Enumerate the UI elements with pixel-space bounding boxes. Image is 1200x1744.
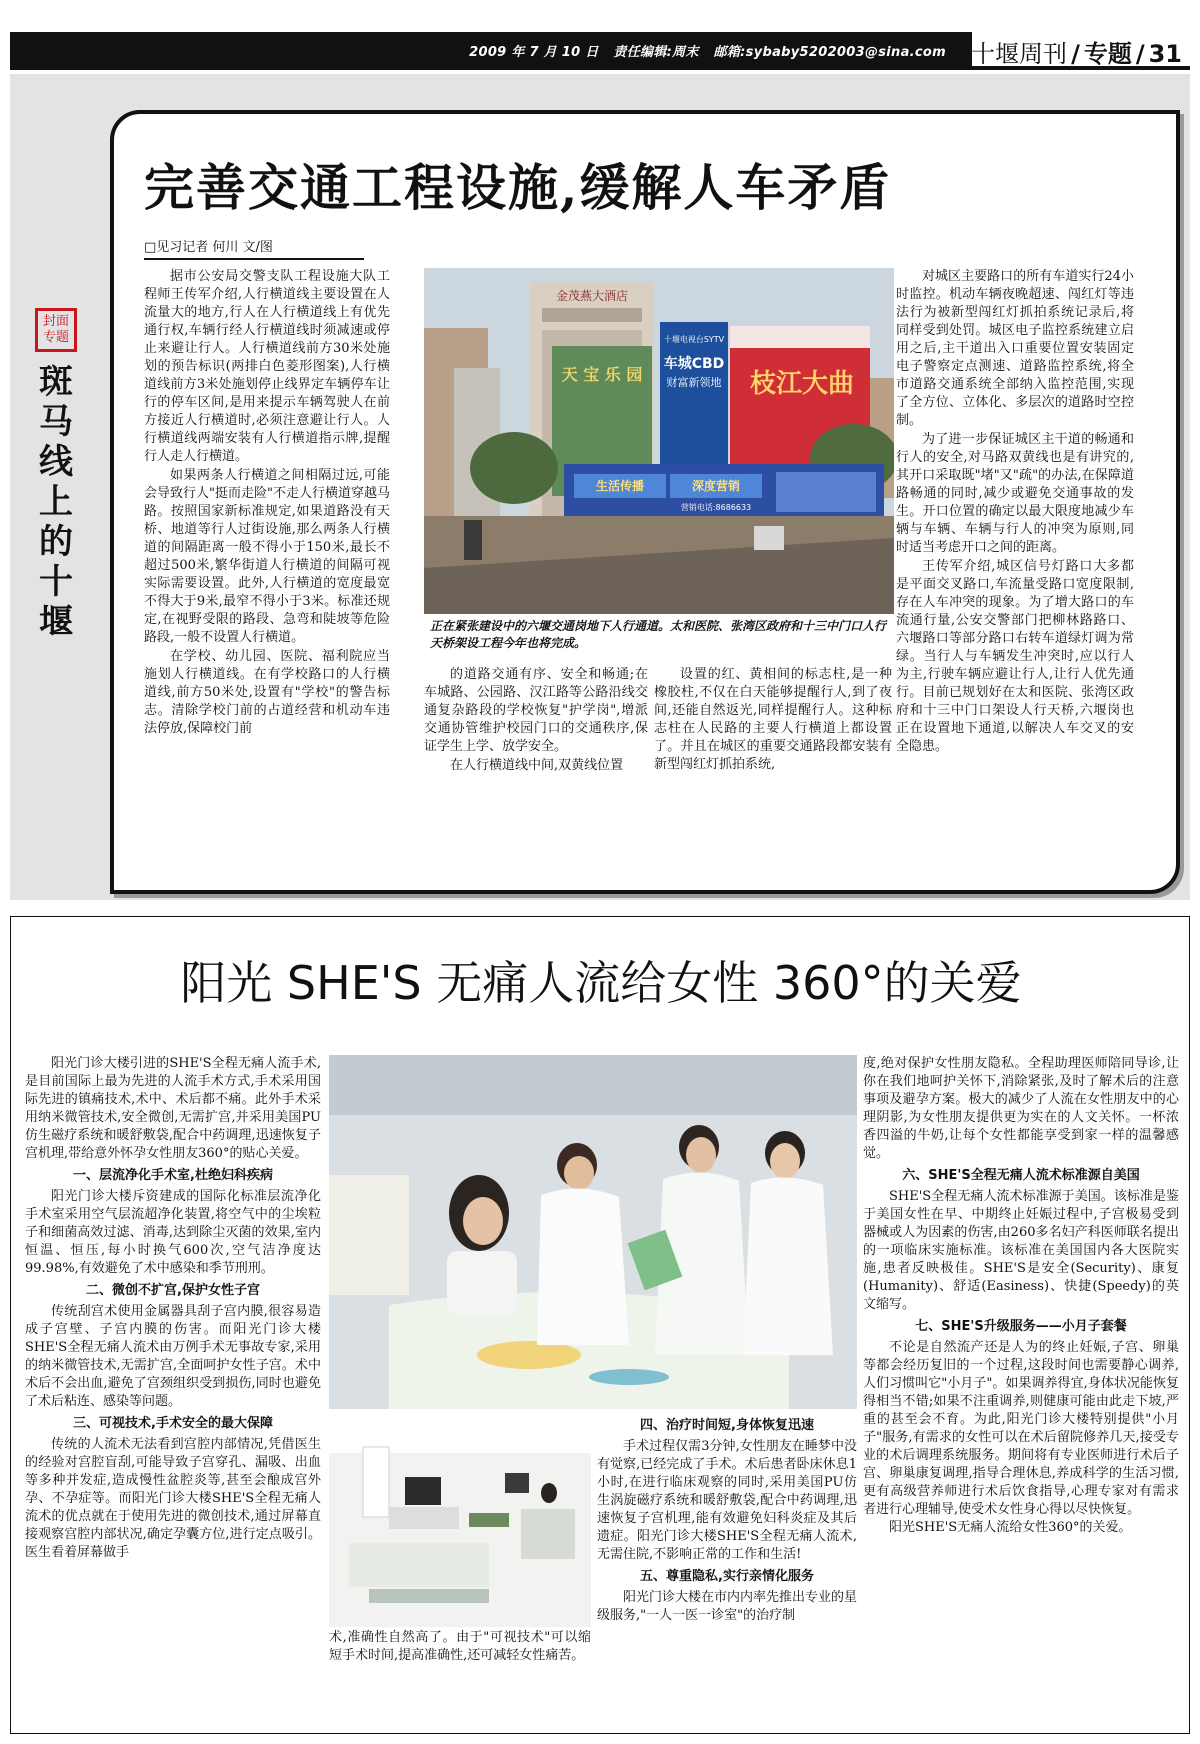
street-photo [424,268,894,614]
article-paragraph: 的道路交通有序、安全和畅通;在车城路、公园路、汉江路等公路沿线交通复杂路段的学校恢复"护学岗",增派交通协管维护校园门口的交通秩序,保证学生上学、放学安全。 [424,667,648,754]
column-title-char: 线 [39,442,73,482]
ad-subheading: 六、SHE'S全程无痛人流术标准源自美国 [902,1168,1140,1183]
header-editor: 责任编辑:周末 [613,45,699,60]
section-tag-box [35,308,77,352]
clinic-ward-photo [329,1055,857,1409]
column-title [31,362,81,642]
hoarding-text-2: 深度营销 [691,479,741,493]
column-title-char: 十 [39,562,73,602]
article-frame [110,110,1180,894]
ad-paragraph: 阳光门诊大楼引进的SHE'S全程无痛人流手术,是目前国际上最为先进的人流手术方式,手术采用国际先进的镇痛技术,术中、术后都不痛。此外手术采用纳米微管技术,安全微创,无需扩宫,并采用美国PU仿生磁疗系统和暖舒敷袋,配合中药调理,迅速恢复子宫机理,带给意外怀孕女性朋友360°的贴心关爱。 [25,1056,321,1161]
header-info [459,41,946,60]
header-email: 邮箱:sybaby5202003@sina.com [713,45,946,60]
ad-paragraph: 术,准确性自然高了。由于"可视技术"可以缩短手术时间,提高准确性,还可减轻女性痛苦。 [329,1630,591,1663]
clinic-room-photo [329,1413,591,1627]
article-paragraph: 据市公安局交警支队工程设施大队工程师王传军介绍,人行横道线主要设置在人流量大的地方,行人在人行横道线上有优先通行权,车辆行经人行横道线时须减速或停止来避让行人。人行横道线前方30米处施划的预告标识(两排白色菱形图案),人行横道线前方3米处施划停止线界定车辆停车让行的停车区间,是用来提示车辆驾驶人在前方接近人行横道时,必须注意避让行人。人行横道线两端安装有人行横道指示牌,提醒行人走人行横道。 [144,269,390,464]
ad-paragraph: 阳光SHE'S无痛人流给女性360°的关爱。 [889,1520,1132,1535]
ad-subheading: 三、可视技术,手术安全的最大保障 [73,1416,273,1431]
ad-paragraph: SHE'S全程无痛人流术标准源于美国。该标准是鉴于美国女性在早、中期终止妊娠过程中,子宫极易受到器械或人为因素的伤害,由260多名妇产科医师联名提出的一项临床实施标准。该标准在美国国内各大医院实施,患者反映极佳。SHE'S是安全(Security)、康复(Humanity)、舒适(Easiness)、快捷(Speedy)的英文缩写。 [863,1189,1179,1312]
article-column-3 [654,666,892,774]
article-paragraph: 对城区主要路口的所有车道实行24小时监控。机动车辆夜晚超速、闯红灯等违法行为被新型闯红灯抓拍系统记录后,将同样受到处罚。城区电子监控系统建立启用之后,主干道出入口重要位置安装固定电子警察定点测速、道路监控系统,将全市道路交通系统全部纳入监控范围,实现了全方位、立体化、多层次的道路时空控制。 [896,269,1134,428]
paper-name: 十堰周刊 [971,40,1068,68]
ad-paragraph: 不论是自然流产还是人为的终止妊娠,子宫、卵巢等都会经历复旧的一个过程,这段时间也需要静心调养,人们习惯叫它"小月子"。如果调养得宜,身体状况能恢复得相当不错;如果不注重调养,则健康可能由此走下坡,严重的甚至会不育。为此,阳光门诊大楼特别提供"小月子"服务,有需求的女性可以在术后留院修养几天,接受专业的术后调理系统服务。期间将有专业医师进行术后子宫、卵巢康复调理,指导合理休息,养成科学的生活习惯,更有高级营养师进行术后饮食指导,心理专家对有需求者进行心理辅导,使受术女性身心得以尽快恢复。 [863,1340,1179,1517]
ad-column-2 [329,1629,591,1665]
column-title-char: 堰 [39,602,73,642]
page-header [10,32,1190,70]
clinic-ward-graphic [329,1055,857,1409]
ad-paragraph: 阳光门诊大楼斥资建成的国际化标准层流净化手术室采用空气层流超净化装置,将空气中的尘埃粒子和细菌高效过滤、消毒,达到除尘灭菌的效果,室内恒温、恒压,每小时换气600次,空气洁净度达99.98%,有效避免了术中感染和季节刑刑。 [25,1189,321,1276]
ad-paragraph: 手术过程仅需3分钟,女性朋友在睡梦中没有觉察,已经完成了手术。术后患者卧床休息1小时,在进行临床观察的同时,采用美国PU仿生涡旋磁疗系统和暖舒敷袋,配合中药调理,迅速恢复子宫机理,能有效避免妇科炎症及其后遗症。阳光门诊大楼SHE'S全程无痛人流术,无需住院,不影响正常的工作和生活! [597,1439,857,1562]
column-title-char: 斑 [39,362,73,402]
article-byline: □见习记者 何川 文/图 [144,236,364,260]
page-number: 31 [1148,40,1182,68]
section-tag [31,308,81,642]
cbd-line-2: 财富新领地 [666,376,722,389]
advertorial-section [10,916,1190,1734]
tag-line-2: 专题 [42,330,69,345]
ad-subheading: 五、尊重隐私,实行亲情化服务 [640,1569,814,1584]
advertorial-headline: 阳光 SHE'S 无痛人流给女性 360°的关爱 [180,956,1022,1010]
article-paragraph: 为了进一步保证城区主干道的畅通和行人的安全,对马路双黄线也是有讲究的,其开口采取既"堵"又"疏"的办法,在保障道路畅通的同时,减少或避免交通事故的发生。开口位置的确定以最大限度地减少车辆与车辆、车辆与行人的冲突为原则,同时适当考虑开口之间的距离。 [896,432,1134,555]
ad-subheading: 一、层流净化手术室,杜绝妇科疾病 [73,1168,273,1183]
article-paragraph: 如果两条人行横道之间相隔过远,可能会导致行人"挺而走险"不走人行横道穿越马路。按照国家新标准规定,如果道路没有天桥、地道等行人过街设施,那么两条人行横道的间隔距离一般不得小于150米,最长不超过500米,繁华街道人行横道的间隔可视实际需要设置。此外,人行横道的宽度最宽不得大于9米,最窄不得小于3米。标准还规定,在视野受限的路段、急弯和陡坡等危险路段,一般不设置人行横道。 [144,468,390,645]
article-headline: 完善交通工程设施,缓解人车矛盾 [144,158,892,217]
masthead: 十堰周刊 / 专题 / 31 [971,40,1182,68]
ad-paragraph: 阳光门诊大楼在市内内率先推出专业的星级服务,"一人一医一诊室"的治疗制 [597,1590,858,1623]
article-column-2 [424,666,648,775]
article-column-1 [144,268,390,738]
liquor-banner: 枝江大曲 [749,369,855,399]
ad-subheading: 七、SHE'S升级服务——小月子套餐 [915,1319,1127,1334]
clinic-room-graphic [329,1413,591,1627]
article-column-4 [896,268,1134,756]
column-title-char: 马 [39,402,73,442]
top-article-section [10,74,1190,900]
photo-caption: 正在紧张建设中的六堰交通岗地下人行通道。太和医院、张湾区政府和十三中门口人行天桥架设工程今年也将完成。 [424,614,894,660]
ad-subheading: 二、微创不扩宫,保护女性子宫 [86,1283,260,1298]
tv-sign: 十堰电视台SYTV [663,335,725,344]
hoarding-text-1: 生活传播 [595,479,645,493]
svg-text:天 宝 乐 园: 天 宝 乐 园 [561,365,643,384]
article-paragraph: 在学校、幼儿园、医院、福利院应当施划人行横道线。在有学校路口的人行横道线,前方50米处,设置有"学校"的警告标志。清除学校门前的占道经营和机动车违法停放,保障校门前 [144,649,390,736]
column-title-char: 的 [39,522,73,562]
ad-column-1 [25,1055,321,1562]
hoarding-text-3: 营销电话:8686633 [680,503,752,512]
cbd-line-1: 车城CBD [663,356,725,372]
article-paragraph: 在人行横道线中间,双黄线位置 [450,758,624,773]
ad-subheading: 四、治疗时间短,身体恢复迅速 [640,1418,814,1433]
ad-paragraph: 度,绝对保护女性朋友隐私。全程助理医师陪同导诊,让你在我们地呵护关怀下,消除紧张,及时了解术后的注意事项及避孕方案。极大的减少了人流在女性朋友中的心理阴影,为女性朋友提供更为实在的人文关怀。一杯浓香四溢的牛奶,让每个女性都能享受到家一样的温馨感觉。 [863,1056,1179,1161]
ad-column-3 [597,1413,857,1625]
article-paragraph: 设置的红、黄相间的标志柱,是一种橡胶柱,不仅在白天能够提醒行人,到了夜间,还能自然返光,同样提醒行人。这种标志柱在人民路的主要人行横道上都设置了。并且在城区的重要交通路段都安装有新型闯红灯抓拍系统, [654,667,892,772]
ad-column-4 [863,1055,1179,1537]
article-paragraph: 王传军介绍,城区信号灯路口大多都是平面交叉路口,车流量受路口宽度限制,存在人车冲突的现象。为了增大路口的车流通行量,公安交警部门把柳林路路口、六堰路口等部分路口右转车道绿灯调为常绿。当行人与车辆发生冲突时,应以行人为主,行驶车辆应避让行人,让行人优先通行。目前已规划好在太和医院、张湾区政府和十三中门口架设人行天桥,六堰岗也正在设置地下通道,以解决人车交叉的安全隐患。 [896,559,1134,754]
ad-paragraph: 传统刮宫术使用金属器具刮子宫内膜,很容易造成子宫壁、子宫内膜的伤害。而阳光门诊大楼SHE'S全程无痛人流术由万例手术无事故专家,采用的纳米微管技术,无需扩宫,全面呵护女性子宫。术中术后不会出血,避免了宫颈组织受到损伤,同时也避免了术后粘连、感染等问题。 [25,1304,321,1409]
tag-line-1: 封面 [42,314,69,329]
section-name: 专题 [1083,40,1132,68]
street-photo-graphic [424,268,894,614]
header-date: 2009 年 7 月 10 日 [469,45,599,60]
hotel-sign: 金茂燕大酒店 [555,289,629,303]
ad-paragraph: 传统的人流术无法看到宫腔内部情况,凭借医生的经验对宫腔盲刮,可能导致子宫穿孔、漏吸、出血等多种并发症,造成慢性盆腔炎等,甚至会酿成宫外孕、不孕症等。而阳光门诊大楼SHE'S全程无痛人流术的优点就在于使用先进的微创技术,通过屏幕直接观察宫腔内部状况,确定孕囊方位,进行定点吸引。医生看着屏幕做手 [25,1437,321,1560]
column-title-char: 上 [39,482,73,522]
